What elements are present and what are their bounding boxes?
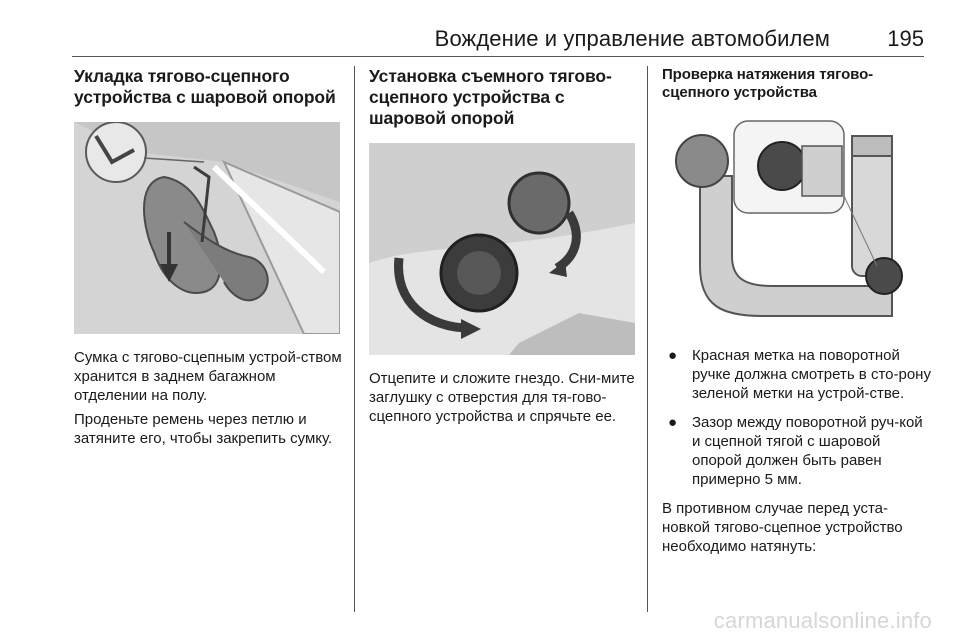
header-rule bbox=[72, 56, 924, 57]
section-heading: Установка съемного тягово-сцепного устройства с шаровой опорой bbox=[369, 66, 612, 128]
bullet-icon: ● bbox=[668, 414, 678, 431]
column-divider-1 bbox=[354, 66, 355, 612]
list-item bbox=[662, 413, 932, 489]
section-heading: Укладка тягово-сцепного устройства с шаровой опорой bbox=[74, 66, 336, 107]
section-stowing-towbar bbox=[74, 66, 342, 448]
section-checking-tension bbox=[662, 66, 932, 556]
list-item-text: Красная метка на поворотной ручке должна смотреть в сто-рону зеленой метки на устрой-стве. bbox=[692, 347, 931, 402]
watermark-text: carmanualsonline.info bbox=[713, 608, 932, 633]
bullet-icon: ● bbox=[668, 347, 678, 364]
socket-illustration bbox=[369, 143, 635, 355]
section-installing-towbar bbox=[369, 66, 635, 426]
page-number: 195 bbox=[887, 26, 924, 51]
towbar-bag-illustration bbox=[74, 122, 340, 334]
list-item-text: Зазор между поворотной руч-кой и сцепной тягой с шаровой опорой должен быть равен примерно 5 мм. bbox=[692, 414, 923, 488]
body-paragraph: Отцепите и сложите гнездо. Сни-мите заглушку с отверстия для тя-гово-сцепного устройства и спрячьте ее. bbox=[369, 370, 635, 425]
body-paragraph: Проденьте ремень через петлю и затяните его, чтобы закрепить сумку. bbox=[74, 411, 333, 447]
check-list bbox=[662, 346, 932, 489]
running-header-title: Вождение и управление автомобилем bbox=[434, 26, 830, 51]
towbar-tension-illustration bbox=[662, 116, 928, 328]
section-heading: Проверка натяжения тягово-сцепного устройства bbox=[662, 66, 874, 101]
body-paragraph: Сумка с тягово-сцепным устрой-ством хранится в заднем багажном отделении на полу. bbox=[74, 349, 342, 404]
column-divider-2 bbox=[647, 66, 648, 612]
list-item bbox=[662, 346, 932, 403]
body-paragraph: В противном случае перед уста-новкой тягово-сцепное устройство необходимо натянуть: bbox=[662, 500, 903, 555]
